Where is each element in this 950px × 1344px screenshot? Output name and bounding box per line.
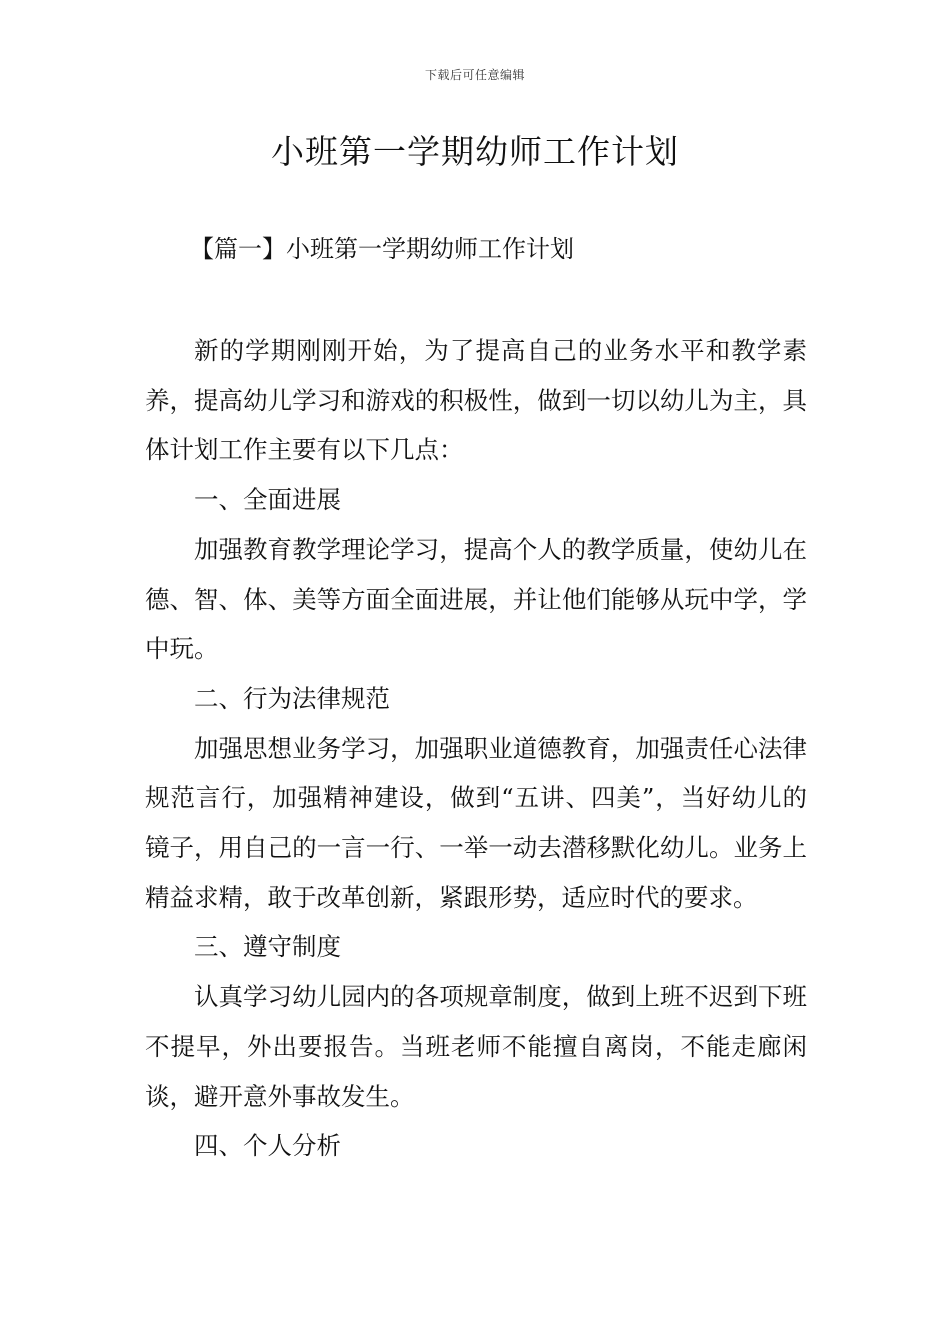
paragraph-follow-rules: 认真学习幼儿园内的各项规章制度，做到上班不迟到下班不提早，外出要报告。当班老师不能擅自离岗，不能走廊闲谈，避开意外事故发生。 [145, 982, 807, 1111]
paragraph-conduct-norms: 加强思想业务学习，加强职业道德教育，加强责任心法律规范言行，加强精神建设，做到“五讲、四美”，当好幼儿的镜子，用自己的一言一行、一举一动去潜移默化幼儿。业务上精益求精，敢于改革创新，紧跟形势，适应时代的要求。 [145, 733, 807, 912]
heading-personal-analysis: 四、个人分析 [194, 1131, 341, 1161]
paragraph-overall-development: 加强教育教学理论学习，提高个人的教学质量，使幼儿在德、智、体、美等方面全面进展，并让他们能够从玩中学，学中玩。 [145, 534, 807, 664]
heading-overall-development: 一、全面进展 [194, 485, 341, 515]
header-note: 下载后可任意编辑 [424, 68, 525, 82]
heading-follow-rules: 三、遵守制度 [194, 932, 341, 962]
document-title: 小班第一学期幼师工作计划 [271, 132, 679, 171]
heading-conduct-norms: 二、行为法律规范 [194, 683, 390, 713]
section-heading: 【篇一】小班第一学期幼师工作计划 [190, 235, 574, 263]
paragraph-intro: 新的学期刚刚开始，为了提高自己的业务水平和教学素养，提高幼儿学习和游戏的积极性，做到一切以幼儿为主，具体计划工作主要有以下几点： [145, 336, 807, 465]
document-body [145, 326, 807, 1171]
